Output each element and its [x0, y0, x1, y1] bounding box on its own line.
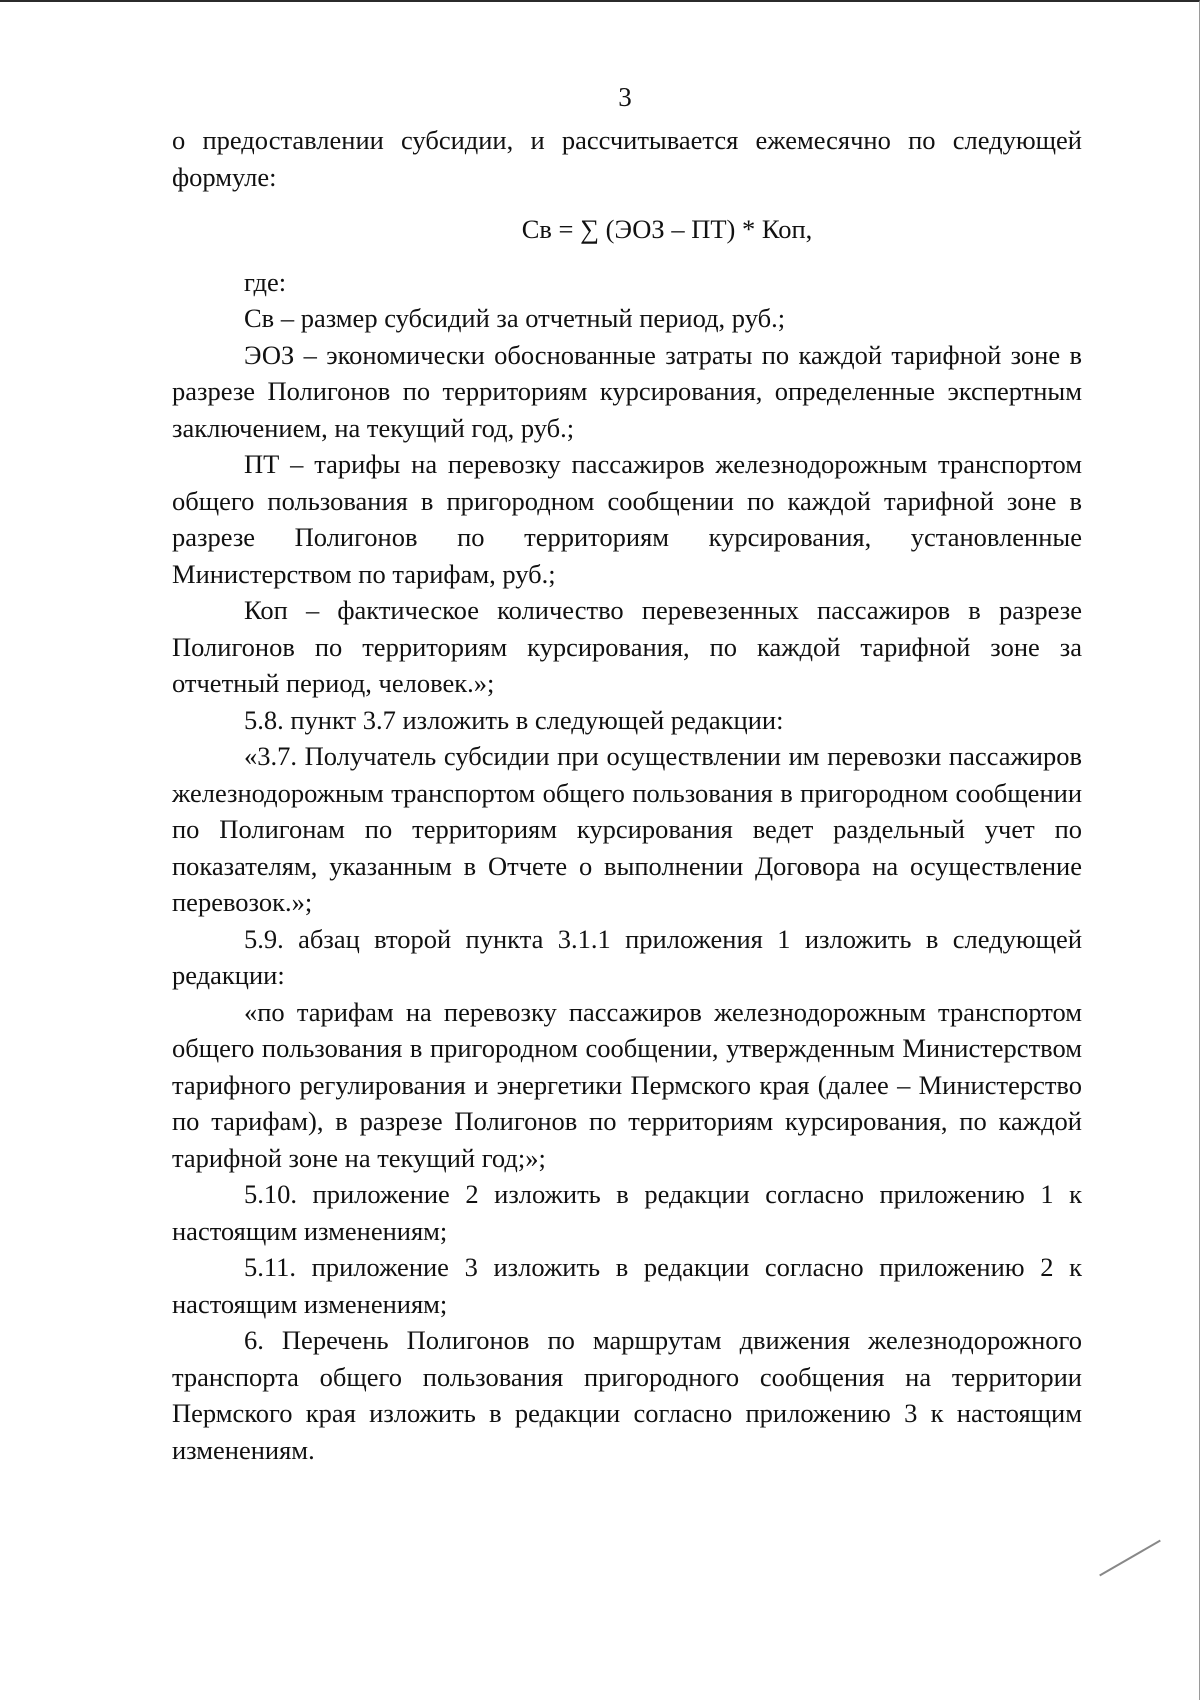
paragraph-def-eoz: ЭОЗ – экономически обоснованные затраты по каждой тарифной зоне в разрезе Полигонов по территориям курсирования, определенные экспертным заключением, на текущий год, руб.;: [172, 339, 1082, 443]
paragraph-def-kop: Коп – фактическое количество перевезенных пассажиров в разрезе Полигонов по территориям курсирования, по каждой тарифной зоне за отчетный период, человек.»;: [172, 595, 1082, 698]
paragraph-6: 6. Перечень Полигонов по маршрутам движения железнодорожного транспорта общего пользования пригородного сообщения на территории Пермского края изложить в редакции согласно приложению 3 к настоящим изменениям.: [172, 1325, 1082, 1465]
document-body: [172, 122, 1082, 1468]
scan-artifact: [1099, 1540, 1161, 1577]
paragraph-def-pt: ПТ – тарифы на перевозку пассажиров железнодорожным транспортом общего пользования в пригородном сообщении по каждой тарифной зоне в разрезе Полигонов по территориям курсирования, установленные Министерством по тарифам, руб.;: [172, 449, 1082, 589]
paragraph-intro: о предоставлении субсидии, и рассчитывается ежемесячно по следующей формуле:: [172, 125, 1082, 192]
paragraph-where: где:: [244, 266, 287, 297]
paragraph-5-10: 5.10. приложение 2 изложить в редакции согласно приложению 1 к настоящим изменениям;: [172, 1179, 1082, 1246]
paragraph-def-sv: Св – размер субсидий за отчетный период, руб.;: [244, 303, 786, 333]
paragraph-3-7: «3.7. Получатель субсидии при осуществлении им перевозки пассажиров железнодорожным транспортом общего пользования в пригородном сообщении по Полигонам по территориям курсирования ведет раздельный учет по показателям, указанным в Отчете о выполнении Договора на осуществление перевозок.»;: [172, 741, 1082, 917]
paragraph-tariffs-quote: «по тарифам на перевозку пассажиров железнодорожным транспортом общего пользования в пригородном сообщении, утвержденным Министерством тарифного регулирования и энергетики Пермского края (далее – Министерство по тарифам), в разрезе Полигонов по территориям курсирования, по каждой тарифной зоне на текущий год;»;: [172, 996, 1082, 1173]
paragraph-5-8: 5.8. пункт 3.7 изложить в следующей редакции:: [244, 704, 784, 735]
page-number: 3: [618, 82, 632, 112]
formula: Св = ∑ (ЭОЗ – ПТ) * Коп,: [521, 214, 813, 244]
paragraph-5-9: 5.9. абзац второй пункта 3.1.1 приложения 1 изложить в следующей редакции:: [172, 923, 1082, 990]
paragraph-5-11: 5.11. приложение 3 изложить в редакции согласно приложению 2 к настоящим изменениям;: [172, 1252, 1082, 1319]
